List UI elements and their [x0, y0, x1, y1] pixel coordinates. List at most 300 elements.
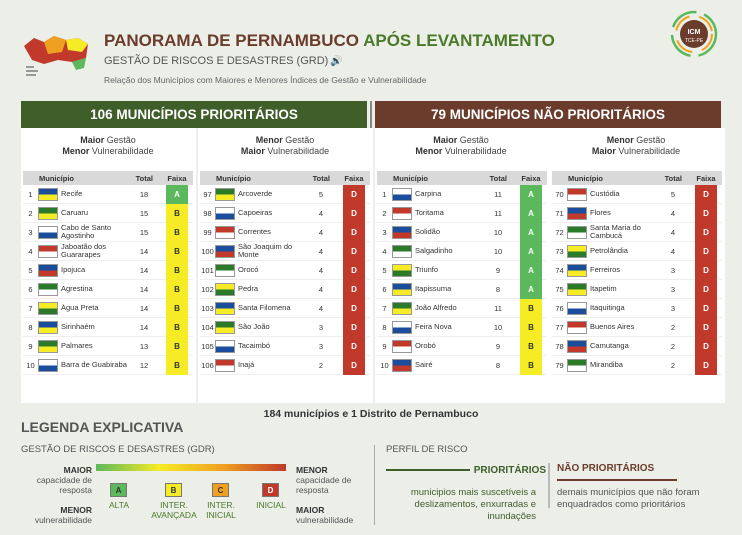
legend-label-b: INTER. AVANÇADA — [151, 500, 197, 520]
table-row — [552, 356, 722, 375]
table-prioritarios-menor — [200, 171, 370, 375]
table-row — [23, 318, 193, 337]
table-row — [200, 223, 370, 242]
municipality-faixa: B — [520, 337, 542, 356]
municipality-flag-icon — [392, 226, 412, 239]
municipality-flag-icon — [215, 264, 235, 277]
prioritarios-label: PRIORITÁRIOS — [386, 463, 546, 477]
municipality-name: São Joaquim do Monte — [238, 243, 293, 259]
page-title — [104, 31, 555, 51]
table-row — [200, 261, 370, 280]
table-row — [552, 204, 722, 223]
header-total: Total — [489, 173, 507, 183]
municipality-total: 5 — [318, 189, 324, 199]
municipality-faixa: D — [695, 337, 717, 356]
municipality-total: 4 — [318, 246, 324, 256]
description: Relação dos Municípios com Maiores e Menores Índices de Gestão e Vulnerabilidade — [104, 75, 427, 85]
header-faixa: Faixa — [344, 173, 364, 183]
municipality-faixa: D — [695, 356, 717, 375]
municipality-faixa: D — [695, 223, 717, 242]
municipality-flag-icon — [392, 264, 412, 277]
header-faixa: Faixa — [167, 173, 187, 183]
municipality-total: 14 — [139, 322, 149, 332]
row-rank: 97 — [203, 189, 212, 199]
table-row — [200, 356, 370, 375]
municipality-faixa: D — [343, 299, 365, 318]
legend-maior-vulnerabilidade: MAIOR vulnerabilidade — [296, 505, 354, 525]
subhead-3: Maior Gestão Menor Vulnerabilidade — [415, 135, 507, 156]
table-row — [552, 261, 722, 280]
table-row — [23, 204, 193, 223]
table-row — [377, 204, 547, 223]
subhead-4: Menor Gestão Maior Vulnerabilidade — [591, 135, 681, 156]
municipality-flag-icon — [38, 245, 58, 258]
municipality-faixa: A — [520, 280, 542, 299]
municipality-flag-icon — [567, 302, 587, 315]
municipality-flag-icon — [38, 264, 58, 277]
logo-text-tce: TCE-PE — [684, 38, 704, 44]
municipality-total: 14 — [139, 284, 149, 294]
municipality-flag-icon — [567, 340, 587, 353]
municipality-name: Ferreiros — [590, 266, 621, 274]
municipality-name: Camutanga — [590, 342, 629, 350]
table-row — [200, 318, 370, 337]
municipality-total: 2 — [670, 341, 676, 351]
legend-label-a: ALTA — [109, 500, 129, 510]
municipality-faixa: D — [695, 318, 717, 337]
row-rank: 3 — [382, 227, 387, 237]
municipality-total: 11 — [494, 303, 502, 313]
municipality-faixa: B — [520, 299, 542, 318]
municipality-faixa: B — [520, 356, 542, 375]
municipality-faixa: B — [166, 337, 188, 356]
municipality-name: Sairé — [415, 361, 433, 369]
municipality-name: Mirandiba — [590, 361, 623, 369]
municipality-total: 8 — [495, 284, 501, 294]
table-row — [552, 185, 722, 204]
municipality-total: 13 — [139, 341, 149, 351]
banner-prioritarios: 106 MUNICÍPIOS PRIORITÁRIOS — [21, 101, 367, 128]
municipality-flag-icon — [215, 226, 235, 239]
municipality-name: Capoeiras — [238, 209, 273, 217]
municipality-total: 4 — [670, 227, 676, 237]
row-rank: 9 — [382, 341, 387, 351]
row-rank: 74 — [555, 265, 564, 275]
municipality-faixa: D — [343, 318, 365, 337]
municipality-faixa: B — [166, 299, 188, 318]
municipality-total: 4 — [318, 284, 324, 294]
subtitle — [104, 55, 343, 67]
row-rank: 8 — [382, 322, 387, 332]
municipality-flag-icon — [38, 207, 58, 220]
row-rank: 1 — [382, 189, 387, 199]
municipality-faixa: B — [166, 204, 188, 223]
municipality-total: 8 — [495, 360, 501, 370]
municipality-flag-icon — [38, 340, 58, 353]
legend-box-a: A — [110, 483, 127, 497]
table-row — [23, 280, 193, 299]
legend-gradient-bar — [96, 464, 286, 471]
municipality-total: 4 — [318, 303, 324, 313]
row-rank: 99 — [203, 227, 212, 237]
row-rank: 78 — [555, 341, 564, 351]
municipality-flag-icon — [567, 264, 587, 277]
municipality-name: Arcoverde — [238, 190, 273, 198]
municipality-flag-icon — [567, 359, 587, 372]
municipality-flag-icon — [38, 359, 58, 372]
legend-divider — [374, 445, 375, 525]
municipality-name: Itapissuma — [415, 285, 452, 293]
header-municipio: Município — [393, 173, 428, 183]
table-row — [377, 223, 547, 242]
row-rank: 73 — [555, 246, 564, 256]
perfil-divider — [548, 463, 550, 508]
municipality-faixa: D — [695, 242, 717, 261]
municipality-flag-icon — [392, 283, 412, 296]
row-rank: 10 — [26, 360, 35, 370]
header-faixa: Faixa — [521, 173, 541, 183]
table-row — [200, 280, 370, 299]
municipality-flag-icon — [392, 188, 412, 201]
municipality-name: Toritama — [415, 209, 444, 217]
municipality-name: Salgadinho — [415, 247, 453, 255]
municipality-total: 2 — [318, 360, 324, 370]
row-rank: 100 — [201, 246, 214, 256]
municipality-faixa: B — [520, 318, 542, 337]
municipality-flag-icon — [567, 283, 587, 296]
municipality-flag-icon — [392, 302, 412, 315]
table-row — [552, 299, 722, 318]
municipality-faixa: A — [520, 261, 542, 280]
row-rank: 5 — [382, 265, 387, 275]
municipality-flag-icon — [392, 321, 412, 334]
municipality-flag-icon — [567, 245, 587, 258]
table-prioritarios-maior — [23, 171, 193, 375]
table-row — [552, 223, 722, 242]
subhead-1: Maior Gestão Menor Vulnerabilidade — [62, 135, 154, 156]
row-rank: 75 — [555, 284, 564, 294]
municipality-total: 12 — [139, 360, 149, 370]
table-row — [200, 337, 370, 356]
municipality-flag-icon — [567, 207, 587, 220]
table-row — [552, 280, 722, 299]
icm-logo — [670, 10, 718, 58]
municipality-name: Petrolândia — [590, 247, 628, 255]
municipality-flag-icon — [392, 207, 412, 220]
table-row — [552, 337, 722, 356]
municipality-flag-icon — [215, 188, 235, 201]
municipality-total: 10 — [493, 246, 503, 256]
row-rank: 8 — [28, 322, 33, 332]
legend-box-b: B — [165, 483, 182, 497]
row-rank: 4 — [28, 246, 33, 256]
table-row — [377, 337, 547, 356]
municipality-total: 3 — [670, 265, 676, 275]
perfil-title: PERFIL DE RISCO — [386, 444, 468, 455]
legend-menor-capacidade: MENOR capacidade de resposta — [296, 465, 352, 495]
title-part-2: APÓS LEVANTAMENTO — [359, 31, 555, 50]
municipality-name: Barra de Guabiraba — [61, 361, 127, 369]
municipality-name: Itaquitinga — [590, 304, 625, 312]
municipality-flag-icon — [215, 207, 235, 220]
municipality-total: 11 — [494, 189, 502, 199]
legend-title: LEGENDA EXPLICATIVA — [21, 419, 184, 435]
municipality-flag-icon — [215, 340, 235, 353]
row-rank: 9 — [28, 341, 33, 351]
municipality-faixa: A — [520, 204, 542, 223]
nao-prioritarios-desc: demais municípios que não foram enquadrados como prioritários — [557, 487, 700, 510]
municipality-faixa: D — [695, 261, 717, 280]
legend-maior-capacidade: MAIOR capacidade de resposta — [36, 465, 92, 495]
municipality-flag-icon — [38, 226, 58, 239]
municipality-name: Itapetim — [590, 285, 617, 293]
municipality-name: Palmares — [61, 342, 93, 350]
title-part-1: PANORAMA DE PERNAMBUCO — [104, 31, 359, 50]
header-municipio: Município — [39, 173, 74, 183]
municipality-faixa: D — [695, 280, 717, 299]
municipality-flag-icon — [567, 226, 587, 239]
municipality-total: 15 — [139, 227, 149, 237]
municipality-name: Inajá — [238, 361, 255, 369]
table-header — [377, 171, 547, 185]
municipality-total: 2 — [670, 322, 676, 332]
row-rank: 70 — [555, 189, 564, 199]
municipality-faixa: B — [166, 356, 188, 375]
municipality-total: 3 — [318, 322, 324, 332]
row-rank: 1 — [28, 189, 33, 199]
row-rank: 101 — [201, 265, 214, 275]
municipality-flag-icon — [38, 283, 58, 296]
row-rank: 5 — [28, 265, 33, 275]
row-rank: 98 — [203, 208, 212, 218]
prioritarios-desc: municipios mais suscetíveis a deslizamentos, enxurradas e inundações — [410, 487, 536, 522]
municipality-flag-icon — [215, 321, 235, 334]
table-row — [23, 242, 193, 261]
municipality-name: Carpina — [415, 190, 442, 198]
table-row — [200, 204, 370, 223]
municipality-total: 10 — [493, 322, 503, 332]
row-rank: 104 — [201, 322, 214, 332]
row-rank: 2 — [28, 208, 33, 218]
municipality-total: 18 — [139, 189, 149, 199]
row-rank: 102 — [201, 284, 214, 294]
table-row — [377, 356, 547, 375]
municipality-faixa: D — [343, 280, 365, 299]
table-row — [377, 280, 547, 299]
municipality-flag-icon — [392, 245, 412, 258]
municipality-flag-icon — [215, 245, 235, 258]
row-rank: 6 — [382, 284, 387, 294]
header-total: Total — [664, 173, 682, 183]
municipality-name: Cabo de Santo Agostinho — [61, 224, 112, 240]
table-header — [200, 171, 370, 185]
municipality-name: Santa Maria do Cambucá — [590, 224, 641, 240]
municipality-name: Flores — [590, 209, 611, 217]
pernambuco-map-icon — [22, 28, 90, 78]
municipality-name: Triunfo — [415, 266, 439, 274]
logo-text-icm: ICM — [687, 29, 701, 36]
row-rank: 71 — [555, 208, 564, 218]
municipality-flag-icon — [38, 188, 58, 201]
subhead-2: Menor Gestão Maior Vulnerabilidade — [240, 135, 330, 156]
municipality-total: 4 — [670, 208, 676, 218]
municipality-name: São João — [238, 323, 270, 331]
municipality-total: 14 — [139, 303, 149, 313]
table-header — [552, 171, 722, 185]
row-rank: 7 — [382, 303, 387, 313]
municipality-name: Sirinhaém — [61, 323, 95, 331]
legend-label-c: INTER. INICIAL — [206, 500, 236, 520]
municipality-faixa: A — [166, 185, 188, 204]
municipality-faixa: D — [343, 356, 365, 375]
table-row — [23, 337, 193, 356]
municipality-total: 5 — [670, 189, 676, 199]
row-rank: 7 — [28, 303, 33, 313]
municipality-name: Feira Nova — [415, 323, 452, 331]
table-row — [552, 318, 722, 337]
row-rank: 3 — [28, 227, 33, 237]
municipality-name: Ipojuca — [61, 266, 86, 274]
municipality-name: Tacaimbó — [238, 342, 271, 350]
municipality-faixa: B — [166, 261, 188, 280]
municipality-total: 10 — [493, 227, 503, 237]
municipality-name: João Alfredo — [415, 304, 457, 312]
row-rank: 105 — [201, 341, 214, 351]
municipality-total: 4 — [318, 227, 324, 237]
municipality-total: 15 — [139, 208, 149, 218]
municipality-total: 9 — [495, 265, 501, 275]
header-faixa: Faixa — [696, 173, 716, 183]
municipality-total: 3 — [318, 341, 324, 351]
municipality-name: Santa Filomena — [238, 304, 291, 312]
municipality-faixa: D — [695, 299, 717, 318]
municipality-flag-icon — [38, 302, 58, 315]
header-total: Total — [135, 173, 153, 183]
header-municipio: Município — [216, 173, 251, 183]
municipality-name: Agrestina — [61, 285, 93, 293]
row-rank: 6 — [28, 284, 33, 294]
row-rank: 103 — [201, 303, 214, 313]
legend-label-d: INICIAL — [256, 500, 286, 510]
nao-prioritarios-label: NÃO PRIORITÁRIOS — [557, 463, 655, 474]
header-total: Total — [312, 173, 330, 183]
speaker-icon[interactable]: 🔊 — [330, 56, 343, 67]
municipality-faixa: D — [695, 204, 717, 223]
municipality-flag-icon — [567, 188, 587, 201]
municipality-name: Água Preta — [61, 304, 99, 312]
table-row — [23, 356, 193, 375]
total-municipios: 184 municípios e 1 Distrito de Pernambuco — [263, 408, 479, 420]
municipality-name: Custódia — [590, 190, 620, 198]
header — [0, 0, 742, 100]
subtitle-text: GESTÃO DE RISCOS E DESASTRES (GRD) — [104, 55, 329, 67]
municipality-faixa: A — [520, 185, 542, 204]
legend-box-c: C — [212, 483, 229, 497]
municipality-total: 14 — [139, 246, 149, 256]
row-rank: 4 — [382, 246, 387, 256]
row-rank: 72 — [555, 227, 564, 237]
municipality-total: 11 — [494, 208, 502, 218]
table-row — [23, 299, 193, 318]
municipality-name: Caruaru — [61, 209, 89, 217]
municipality-faixa: B — [166, 223, 188, 242]
municipality-faixa: D — [695, 185, 717, 204]
municipality-faixa: D — [343, 337, 365, 356]
municipality-name: Recife — [61, 190, 83, 198]
municipality-total: 14 — [139, 265, 149, 275]
table-row — [377, 242, 547, 261]
municipality-flag-icon — [215, 359, 235, 372]
legend-gdr-title: GESTÃO DE RISCOS E DESASTRES (GDR) — [21, 444, 215, 455]
municipality-faixa: D — [343, 185, 365, 204]
row-rank: 106 — [201, 360, 214, 370]
table-row — [200, 242, 370, 261]
table-header — [23, 171, 193, 185]
table-row — [200, 185, 370, 204]
municipality-flag-icon — [215, 283, 235, 296]
municipality-faixa: D — [343, 242, 365, 261]
municipality-name: Orobó — [415, 342, 436, 350]
municipality-flag-icon — [392, 359, 412, 372]
municipality-total: 2 — [670, 360, 676, 370]
municipality-flag-icon — [215, 302, 235, 315]
legend-menor-vulnerabilidade: MENOR vulnerabilidade — [34, 505, 92, 525]
municipality-faixa: D — [343, 223, 365, 242]
municipality-flag-icon — [567, 321, 587, 334]
table-row — [377, 318, 547, 337]
municipality-total: 4 — [318, 265, 324, 275]
header-municipio: Município — [568, 173, 603, 183]
municipality-flag-icon — [392, 340, 412, 353]
municipality-faixa: D — [343, 261, 365, 280]
table-nao-prioritarios-maior — [377, 171, 547, 375]
table-row — [200, 299, 370, 318]
row-rank: 2 — [382, 208, 387, 218]
row-rank: 10 — [380, 360, 389, 370]
table-nao-prioritarios-menor — [552, 171, 722, 375]
nao-prioritarios-line — [557, 479, 677, 481]
banner-nao-prioritarios: 79 MUNICÍPIOS NÃO PRIORITÁRIOS — [375, 101, 721, 128]
municipality-name: Pedra — [238, 285, 259, 293]
table-row — [552, 242, 722, 261]
municipality-name: Solidão — [415, 228, 441, 236]
legend-box-d: D — [262, 483, 279, 497]
municipality-faixa: A — [520, 242, 542, 261]
municipality-flag-icon — [38, 321, 58, 334]
municipality-name: Correntes — [238, 228, 271, 236]
municipality-faixa: B — [166, 242, 188, 261]
table-row — [23, 223, 193, 242]
table-row — [23, 261, 193, 280]
municipality-name: Orocó — [238, 266, 259, 274]
municipality-name: Buenos Aires — [590, 323, 635, 331]
municipality-faixa: B — [166, 280, 188, 299]
row-rank: 77 — [555, 322, 564, 332]
municipality-total: 3 — [670, 303, 676, 313]
municipality-faixa: D — [343, 204, 365, 223]
municipality-total: 4 — [670, 246, 676, 256]
table-row — [377, 299, 547, 318]
municipality-name: Jaboatão dos Guararapes — [61, 243, 107, 259]
table-row — [377, 185, 547, 204]
municipality-total: 3 — [670, 284, 676, 294]
municipality-total: 4 — [318, 208, 324, 218]
municipality-faixa: A — [520, 223, 542, 242]
row-rank: 79 — [555, 360, 564, 370]
table-row — [23, 185, 193, 204]
municipality-total: 9 — [495, 341, 501, 351]
municipality-faixa: B — [166, 318, 188, 337]
